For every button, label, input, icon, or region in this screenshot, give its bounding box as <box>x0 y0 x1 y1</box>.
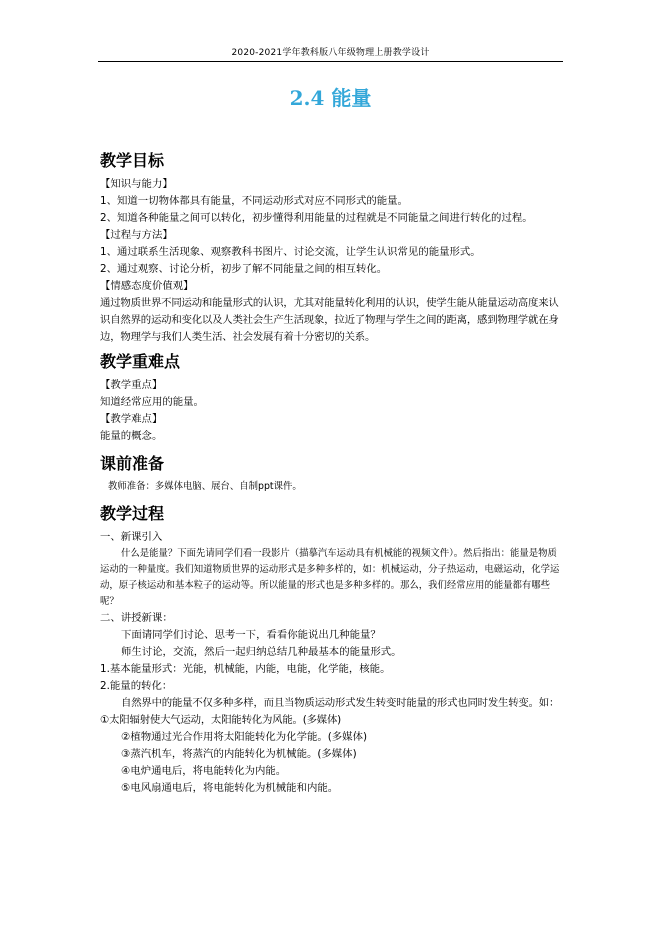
label-emotion: 【情感态度价值观】 <box>100 280 194 292</box>
heading-goals: 教学目标 <box>100 151 165 170</box>
conversion-example-4: ④电炉通电后，将电能转化为内能。 <box>121 765 287 777</box>
label-knowledge: 【知识与能力】 <box>100 178 173 190</box>
process-item-1: 1、通过联系生活现象、观察教科书图片、讨论交流，让学生认识常见的能量形式。 <box>100 246 481 258</box>
lesson-title: 2.4 能量 <box>289 86 372 110</box>
knowledge-item-2: 2、知道各种能量之间可以转化，初步懂得利用能量的过程就是不同能量之间进行转化的过程。 <box>100 212 533 224</box>
heading-process: 教学过程 <box>100 504 165 523</box>
focus-text: 知道经常应用的能量。 <box>100 396 204 408</box>
conversion-paragraph: 自然界中的能量不仅多种多样，而且当物质运动形式发生转变时能量的形式也同时发生转变。如：①太阳辐射使大气运动，太阳能转化为风能。(多媒体) <box>100 697 560 726</box>
conversion-example-5: ⑤电风扇通电后，将电能转化为机械能和内能。 <box>121 782 339 794</box>
running-header: 2020-2021学年教科版八年级物理上册教学设计 <box>231 48 430 58</box>
energy-conversion-item: 2.能量的转化： <box>100 680 173 692</box>
document-body <box>100 150 564 797</box>
conversion-example-2: ②植物通过光合作用将太阳能转化为化学能。(多媒体) <box>121 731 368 743</box>
heading-key-points: 教学重难点 <box>100 352 181 371</box>
new-lesson-line-1: 下面请同学们讨论、思考一下，看看你能说出几种能量？ <box>121 629 381 641</box>
label-process-method: 【过程与方法】 <box>100 229 173 241</box>
process-item-2: 2、通过观察、讨论分析，初步了解不同能量之间的相互转化。 <box>100 263 388 275</box>
label-intro: 一、新课引入 <box>100 531 163 543</box>
preparation-text: 教师准备：多媒体电脑、展台、自制ppt课件。 <box>108 481 302 492</box>
knowledge-item-1: 1、知道一切物体都具有能量，不同运动形式对应不同形式的能量。 <box>100 195 408 207</box>
conversion-example-3: ③蒸汽机车，将蒸汽的内能转化为机械能。(多媒体) <box>121 748 357 760</box>
new-lesson-line-2: 师生讨论，交流，然后一起归纳总结几种最基本的能量形式。 <box>121 646 402 658</box>
intro-paragraph: 什么是能量？下面先请同学们看一段影片（描摹汽车运动具有机械能的视频文件）。然后指出：能量是物质运动的一种量度。我们知道物质世界的运动形式是多种多样的，如：机械运动，分子热运动，电磁运动，化学运动，原子核运动和基本粒子的运动等。所以能量的形式也是多种多样的。那么，我们经常应用的能量都有哪些呢？ <box>100 548 560 607</box>
difficulty-text: 能量的概念。 <box>100 430 163 442</box>
label-difficulty: 【教学难点】 <box>100 413 163 425</box>
label-focus: 【教学重点】 <box>100 379 163 391</box>
header-rule <box>98 61 563 62</box>
emotion-paragraph: 通过物质世界不同运动和能量形式的认识，尤其对能量转化利用的认识，使学生能从能量运动高度来认识自然界的运动和变化以及人类社会生产生活现象，拉近了物理与学生之间的距离，感到物理学就在身边，物理学与我们人类生活、社会发展有着十分密切的关系。 <box>100 297 559 343</box>
heading-preparation: 课前准备 <box>100 454 165 473</box>
label-new-lesson: 二、讲授新课： <box>100 612 173 624</box>
energy-forms-item: 1.基本能量形式：光能，机械能，内能，电能，化学能，核能。 <box>100 663 391 675</box>
